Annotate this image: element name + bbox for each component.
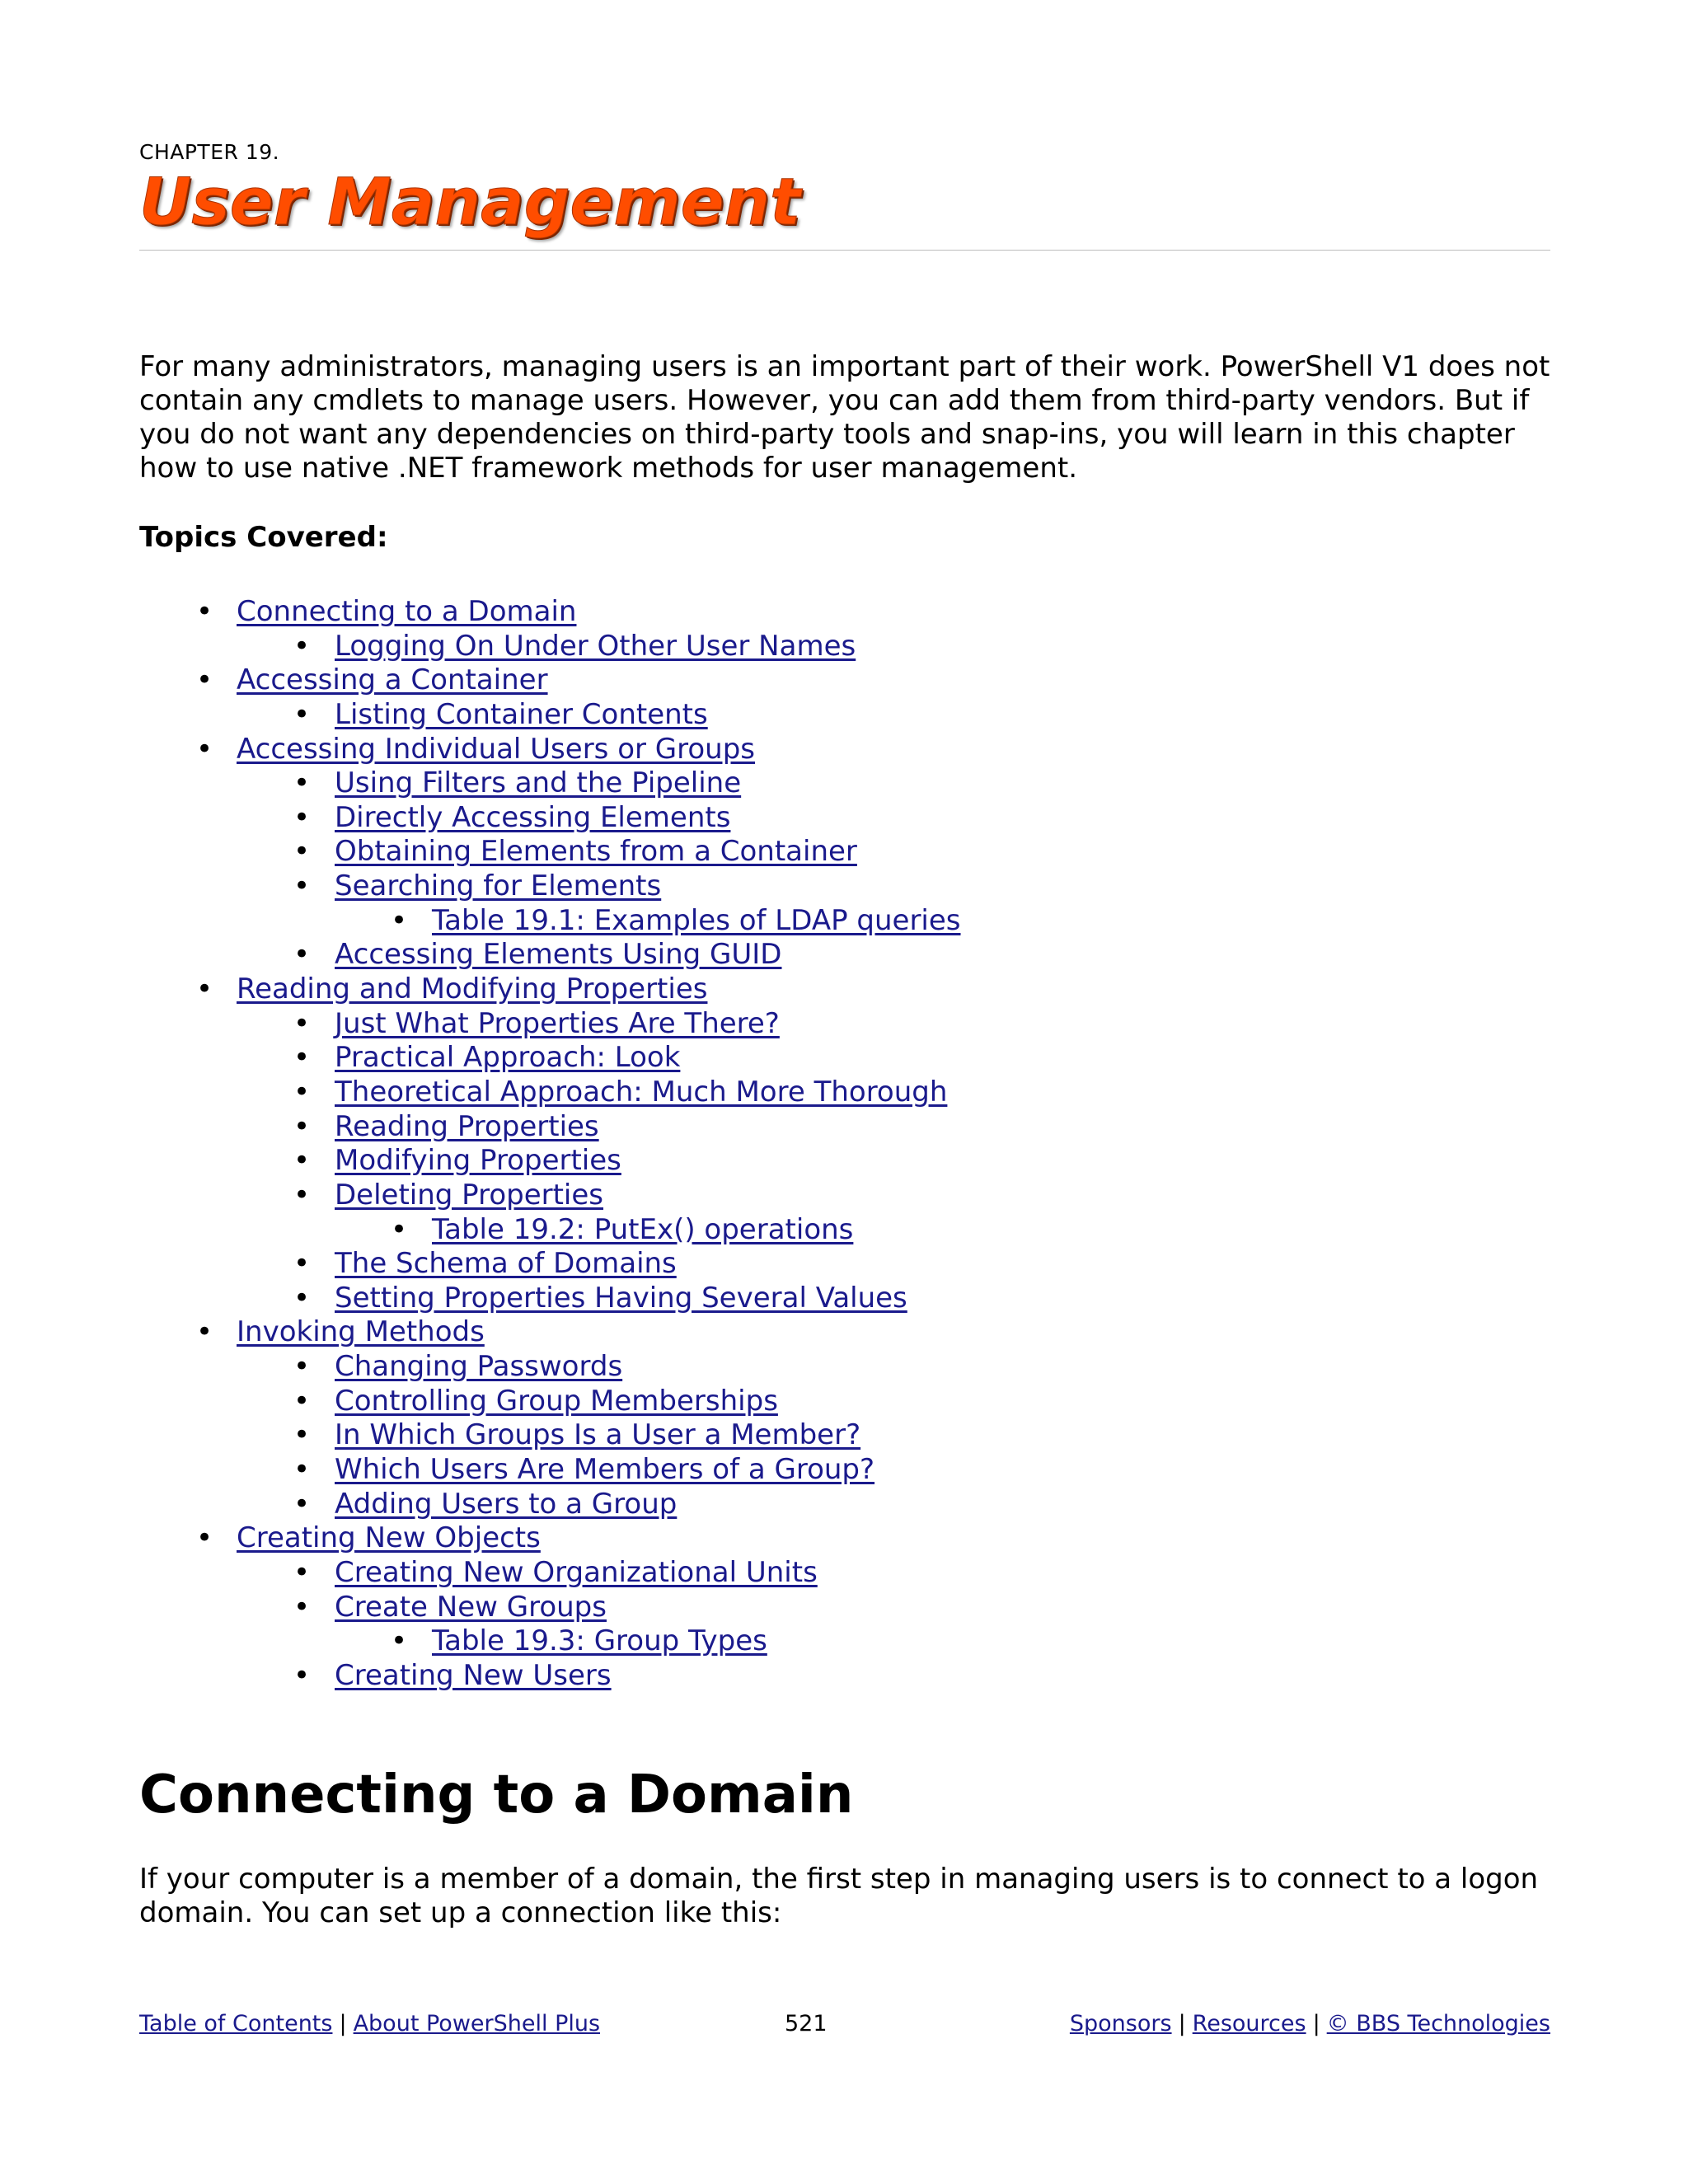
- bullet-icon: •: [195, 663, 213, 697]
- topic-link[interactable]: Using Filters and the Pipeline: [335, 766, 742, 800]
- topic-link[interactable]: Connecting to a Domain: [237, 595, 577, 628]
- chapter-label: CHAPTER 19.: [139, 140, 280, 164]
- topic-link[interactable]: Create New Groups: [335, 1590, 607, 1624]
- bullet-icon: •: [293, 800, 311, 834]
- bullet-icon: •: [195, 732, 213, 766]
- topic-link[interactable]: Directly Accessing Elements: [335, 800, 731, 834]
- topic-link[interactable]: Setting Properties Having Several Values: [335, 1281, 907, 1315]
- table-of-contents-link[interactable]: Table of Contents: [139, 2011, 333, 2036]
- bullet-icon: •: [195, 595, 213, 628]
- bullet-icon: •: [293, 1555, 311, 1589]
- footer-separator: |: [1312, 2011, 1320, 2036]
- topic-link[interactable]: Table 19.1: Examples of LDAP queries: [432, 903, 961, 937]
- topic-link[interactable]: Accessing Elements Using GUID: [335, 938, 782, 972]
- topic-link[interactable]: Invoking Methods: [237, 1315, 485, 1349]
- topic-link[interactable]: Creating New Organizational Units: [335, 1555, 818, 1589]
- bullet-icon: •: [293, 1590, 311, 1624]
- topic-link[interactable]: The Schema of Domains: [335, 1247, 677, 1281]
- bullet-icon: •: [293, 1041, 311, 1075]
- bullet-icon: •: [293, 1178, 311, 1212]
- intro-paragraph: For many administrators, managing users is an important part of their work. PowerShell V1 does not contain any cmdlets to manage users. However, you can add them from third-party vendors. But if you do not want any dependencies on third-party tools and snap-ins, you will learn in this chapter how to use native .NET framework methods for user management.: [139, 350, 1550, 485]
- about-powershell-plus-link[interactable]: About PowerShell Plus: [353, 2011, 601, 2036]
- topic-link[interactable]: Logging On Under Other User Names: [335, 629, 856, 663]
- bullet-icon: •: [390, 1212, 408, 1246]
- bullet-icon: •: [293, 1350, 311, 1384]
- bullet-icon: •: [293, 697, 311, 731]
- topic-link[interactable]: Obtaining Elements from a Container: [335, 835, 857, 869]
- bullet-icon: •: [293, 1006, 311, 1040]
- topic-link[interactable]: Adding Users to a Group: [335, 1487, 678, 1521]
- topic-link[interactable]: Creating New Objects: [237, 1521, 541, 1555]
- topic-link[interactable]: Which Users Are Members of a Group?: [335, 1453, 875, 1487]
- topic-link[interactable]: Searching for Elements: [335, 869, 662, 903]
- topic-link[interactable]: Accessing Individual Users or Groups: [237, 732, 755, 766]
- topic-link[interactable]: Modifying Properties: [335, 1144, 621, 1178]
- topic-link[interactable]: Controlling Group Memberships: [335, 1384, 778, 1418]
- footer-separator: |: [339, 2011, 347, 2036]
- section-paragraph: If your computer is a member of a domain, the first step in managing users is to connect to a logon domain. You can set up a connection like this:: [139, 1863, 1539, 1929]
- footer-right: [1070, 2008, 1550, 2041]
- bullet-icon: •: [195, 972, 213, 1006]
- bullet-icon: •: [293, 629, 311, 663]
- title-divider: [139, 250, 1550, 251]
- bullet-icon: •: [293, 1384, 311, 1418]
- topics-heading: Topics Covered:: [139, 521, 388, 554]
- bullet-icon: •: [195, 1315, 213, 1349]
- section-heading: Connecting to a Domain: [139, 1765, 854, 1825]
- topic-link[interactable]: Deleting Properties: [335, 1178, 604, 1212]
- bullet-icon: •: [293, 1418, 311, 1452]
- topic-link[interactable]: Creating New Users: [335, 1658, 612, 1692]
- resources-link[interactable]: Resources: [1192, 2011, 1306, 2036]
- bullet-icon: •: [293, 1247, 311, 1281]
- topic-link[interactable]: Practical Approach: Look: [335, 1041, 681, 1075]
- topic-link[interactable]: Listing Container Contents: [335, 697, 708, 731]
- bullet-icon: •: [293, 1487, 311, 1521]
- topic-link[interactable]: Table 19.2: PutEx() operations: [432, 1212, 854, 1246]
- bullet-icon: •: [390, 903, 408, 937]
- bullet-icon: •: [293, 1109, 311, 1143]
- topic-link[interactable]: Changing Passwords: [335, 1350, 623, 1384]
- bullet-icon: •: [293, 1075, 311, 1108]
- topic-link[interactable]: Just What Properties Are There?: [335, 1006, 780, 1040]
- bullet-icon: •: [293, 869, 311, 903]
- bullet-icon: •: [293, 1453, 311, 1487]
- bullet-icon: •: [293, 938, 311, 972]
- topic-link[interactable]: Reading Properties: [335, 1109, 599, 1143]
- bullet-icon: •: [293, 1281, 311, 1315]
- bullet-icon: •: [390, 1624, 408, 1658]
- bullet-icon: •: [293, 1144, 311, 1178]
- topic-link[interactable]: Table 19.3: Group Types: [432, 1624, 767, 1658]
- page-footer: [139, 2008, 1550, 2041]
- topic-link[interactable]: In Which Groups Is a User a Member?: [335, 1418, 861, 1452]
- copyright-link[interactable]: © BBS Technologies: [1326, 2011, 1550, 2036]
- footer-left: [139, 2008, 600, 2041]
- topic-link[interactable]: Theoretical Approach: Much More Thorough: [335, 1075, 948, 1108]
- bullet-icon: •: [293, 835, 311, 869]
- bullet-icon: •: [195, 1521, 213, 1555]
- page-number: 521: [785, 2011, 828, 2036]
- document-page: [139, 0, 1550, 2184]
- topic-link[interactable]: Accessing a Container: [237, 663, 548, 697]
- sponsors-link[interactable]: Sponsors: [1069, 2011, 1172, 2036]
- bullet-icon: •: [293, 1658, 311, 1692]
- topic-link[interactable]: Reading and Modifying Properties: [237, 972, 708, 1006]
- bullet-icon: •: [293, 766, 311, 800]
- chapter-title: User Management: [139, 166, 801, 240]
- footer-separator: |: [1178, 2011, 1186, 2036]
